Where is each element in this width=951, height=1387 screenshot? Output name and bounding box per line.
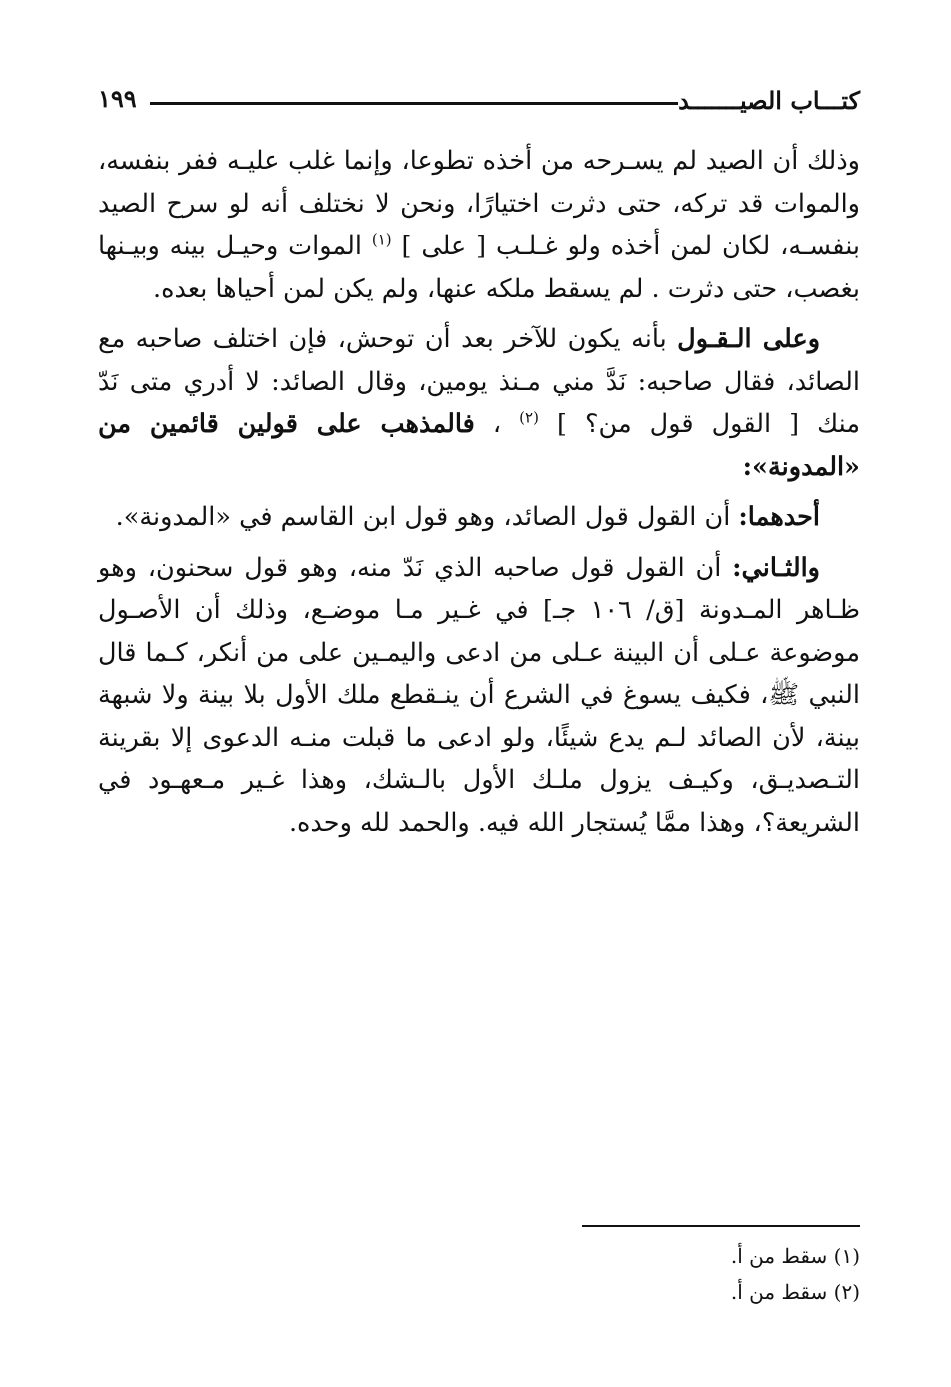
footnote-1: (١) سقط من أ. — [730, 1244, 860, 1268]
footnote-ref-2: (٢) — [519, 408, 539, 427]
paragraph-3 — [98, 496, 860, 539]
footnotes — [582, 1238, 860, 1310]
paragraph-3-text: أن القول قول الصائد، وهو قول ابن القاسم في «المدونة». — [115, 502, 739, 532]
paragraph-3-lead: أحدهما: — [738, 502, 820, 532]
page-number: ١٩٩ — [98, 84, 137, 113]
paragraph-2-text: بأنه يكون للآخر بعد أن توحش، فإن اختلف صاحبه مع الصائد، فقال صاحبه: نَدَّ مني مـنذ يومين، وقال الصائد: لا أدري متى نَدّ منك [ القول قول من؟ ] — [98, 324, 860, 439]
footnote-2: (٢) سقط من أ. — [730, 1280, 860, 1304]
running-header — [98, 84, 860, 120]
header-rule — [150, 102, 678, 105]
paragraph-4 — [98, 547, 860, 845]
paragraph-4-lead: والثـاني: — [732, 552, 820, 583]
paragraph-1 — [98, 140, 860, 310]
footnote-ref-1: (١) — [371, 230, 392, 249]
chapter-title: كتـــاب الصيـــــــد — [678, 86, 860, 115]
paragraph-1-text: وذلك أن الصيد لم يسـرحه من أخذه تطوعا، وإنما غلب عليـه ففر بنفسه، والموات قد تركه، حتى دثرت اختيارًا، ونحن لا نختلف أنه لو سرح الصيد بنفسـه، لكان لمن أخذه ولو غـلـب [ على ] — [98, 146, 860, 261]
body-text — [98, 140, 860, 852]
paragraph-2-lead: وعلى الـقـول — [677, 324, 821, 354]
paragraph-2-text-after: ، — [474, 409, 520, 439]
paragraph-4-text: أن القول قول صاحبه الذي نَدّ منه، وهو قول سحنون، وهو ظـاهر المـدونة [ق/ ١٠٦ جـ] في غـير مـا موضـع، وذلك أن الأصـول موضوعة عـلى أن البينة عـلى من ادعى واليمـين على من أنكر، كـما قال النبي ﷺ، فكيف يسوغ في الشرع أن ينـقطع ملك الأول بلا بينة ولا شبهة بينة، لأن الصائد لـم يدع شيئًا، ولو ادعى ما قبلت منـه الدعوى إلا بقرينة التـصديـق، وكيـف يزول ملـك الأول بالـشك، وهذا غـير مـعهـود في الشريعة؟، وهذا ممَّا يُستجار الله فيه. والحمد لله وحده. — [98, 552, 860, 838]
paragraph-1-text-after: الموات وحيـل بينه وبيـنها بغصب، حتى دثرت . لم يسقط ملكه عنها، ولم يكن لمن أحياها بعده. — [98, 231, 860, 304]
footnote-rule — [582, 1225, 860, 1227]
paragraph-2-bold-tail: فالمذهب على قولين قائمين من «المدونة»: — [98, 409, 860, 482]
paragraph-2 — [98, 318, 860, 488]
